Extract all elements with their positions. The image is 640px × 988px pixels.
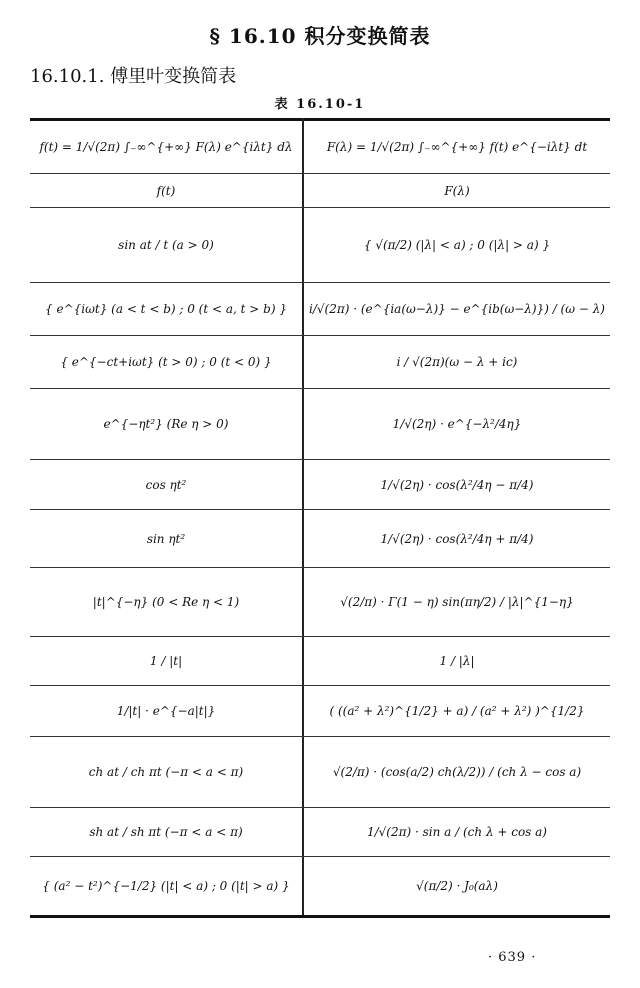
cell-right: 1 / |λ| bbox=[439, 654, 475, 668]
cell-left: f(t) bbox=[156, 183, 176, 198]
table-row bbox=[30, 283, 610, 336]
page-number: · 639 · bbox=[488, 950, 537, 965]
cell-right: √(2/π) · (cos(a/2) ch(λ/2)) / (ch λ − cos a) bbox=[332, 765, 582, 779]
table-row-definition bbox=[30, 121, 610, 174]
cell-left: e^{−ηt²} (Re η > 0) bbox=[103, 417, 229, 431]
cell-right: 1/√(2η) · cos(λ²/4η + π/4) bbox=[380, 531, 534, 546]
table-row bbox=[30, 637, 610, 686]
cell-right: 1/√(2η) · cos(λ²/4η − π/4) bbox=[380, 477, 534, 492]
cell-right: √(π/2) · J₀(aλ) bbox=[416, 879, 498, 893]
cell-right: 1/√(2η) · e^{−λ²/4η} bbox=[392, 417, 522, 431]
transform-table bbox=[30, 118, 610, 918]
cell-right: F(λ) = 1/√(2π) ∫₋∞^{+∞} f(t) e^{−iλt} dt bbox=[326, 140, 588, 154]
cell-right: { √(π/2) (|λ| < a) ; 0 (|λ| > a) } bbox=[363, 238, 551, 252]
table-row bbox=[30, 808, 610, 857]
cell-left: { (a² − t²)^{−1/2} (|t| < a) ; 0 (|t| > a) } bbox=[42, 879, 290, 893]
table-row bbox=[30, 510, 610, 568]
table-row bbox=[30, 208, 610, 283]
cell-left: 1 / |t| bbox=[149, 654, 183, 668]
cell-left: ch at / ch πt (−π < a < π) bbox=[88, 765, 244, 779]
table-row bbox=[30, 686, 610, 737]
cell-left: { e^{iωt} (a < t < b) ; 0 (t < a, t > b) } bbox=[45, 302, 287, 316]
table-row bbox=[30, 336, 610, 389]
table-row bbox=[30, 857, 610, 915]
cell-right: 1/√(2π) · sin a / (ch λ + cos a) bbox=[366, 825, 547, 839]
cell-left: cos ηt² bbox=[145, 477, 187, 492]
section-title: § 16.10 积分变换简表 bbox=[209, 24, 431, 48]
cell-left: sin ηt² bbox=[146, 531, 186, 546]
cell-right: F(λ) bbox=[444, 183, 470, 198]
cell-right: i/√(2π) · (e^{ia(ω−λ)} − e^{ib(ω−λ)}) / (ω − λ) bbox=[309, 302, 605, 316]
table-row bbox=[30, 460, 610, 510]
cell-left: 1/|t| · e^{−a|t|} bbox=[116, 704, 216, 718]
table-bottom-rule bbox=[30, 915, 610, 918]
table-row bbox=[30, 389, 610, 460]
table-row bbox=[30, 737, 610, 808]
cell-left: sh at / sh πt (−π < a < π) bbox=[89, 825, 243, 839]
table-row bbox=[30, 568, 610, 637]
cell-left: { e^{−ct+iωt} (t > 0) ; 0 (t < 0) } bbox=[60, 355, 272, 369]
cell-right: ( ((a² + λ²)^{1/2} + a) / (a² + λ²) )^{1/2} bbox=[329, 704, 585, 718]
table-caption: 表 16.10-1 bbox=[274, 97, 366, 112]
cell-left: f(t) = 1/√(2π) ∫₋∞^{+∞} F(λ) e^{iλt} dλ bbox=[39, 140, 293, 154]
table-row-header bbox=[30, 174, 610, 208]
subsection-title: 16.10.1. 傅里叶变换简表 bbox=[30, 66, 237, 87]
cell-left: sin at / t (a > 0) bbox=[118, 238, 214, 252]
cell-right: √(2/π) · Γ(1 − η) sin(πη/2) / |λ|^{1−η} bbox=[340, 595, 574, 609]
cell-left: |t|^{−η} (0 < Re η < 1) bbox=[92, 595, 240, 609]
cell-right: i / √(2π)(ω − λ + ic) bbox=[396, 355, 518, 369]
